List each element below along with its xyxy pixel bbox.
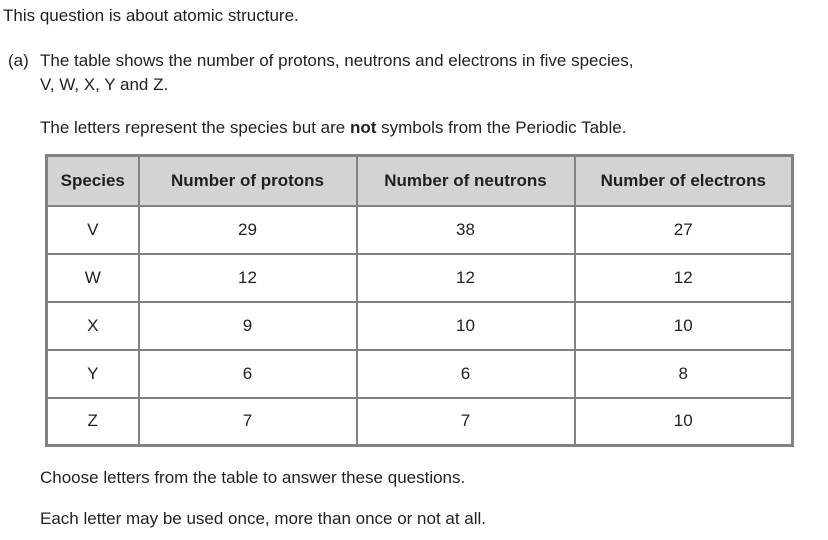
cell-protons: 29 — [139, 206, 357, 254]
cell-neutrons: 10 — [357, 302, 575, 350]
table-row-x — [47, 302, 793, 350]
table-header-row — [47, 156, 793, 206]
table-row-v — [47, 206, 793, 254]
cell-neutrons: 7 — [357, 398, 575, 446]
column-header-electrons: Number of electrons — [575, 156, 793, 206]
part-a-statement — [40, 49, 828, 97]
column-header-species: Species — [47, 156, 139, 206]
cell-electrons: 12 — [575, 254, 793, 302]
part-a — [8, 49, 828, 140]
part-a-statement-line1: The table shows the number of protons, neutrons and electrons in five species, — [40, 51, 634, 70]
cell-electrons: 27 — [575, 206, 793, 254]
cell-species: V — [47, 206, 139, 254]
cell-electrons: 10 — [575, 398, 793, 446]
part-a-note-bold-word: not — [349, 118, 377, 137]
closing-instruction-2: Each letter may be used once, more than once or not at all. — [40, 509, 487, 528]
column-header-protons: Number of protons — [139, 156, 357, 206]
table-row-y — [47, 350, 793, 398]
cell-species: X — [47, 302, 139, 350]
part-a-note — [40, 116, 828, 140]
part-a-note-prefix: The letters represent the species but are — [40, 118, 350, 137]
table-row-z — [47, 398, 793, 446]
cell-electrons: 10 — [575, 302, 793, 350]
cell-protons: 9 — [139, 302, 357, 350]
cell-species: W — [47, 254, 139, 302]
cell-species: Z — [47, 398, 139, 446]
part-a-note-suffix: symbols from the Periodic Table. — [376, 118, 627, 137]
column-header-neutrons: Number of neutrons — [357, 156, 575, 206]
part-a-body — [40, 49, 828, 140]
cell-neutrons: 6 — [357, 350, 575, 398]
exam-question-page — [0, 4, 828, 531]
cell-protons: 6 — [139, 350, 357, 398]
table-header — [47, 156, 793, 206]
question-intro: This question is about atomic structure. — [3, 6, 299, 25]
cell-neutrons: 38 — [357, 206, 575, 254]
table-row-w — [47, 254, 793, 302]
table-body — [47, 206, 793, 446]
cell-protons: 12 — [139, 254, 357, 302]
part-a-label: (a) — [8, 51, 29, 70]
cell-electrons: 8 — [575, 350, 793, 398]
part-a-statement-line2: V, W, X, Y and Z. — [40, 75, 169, 94]
species-data-table — [45, 154, 794, 447]
cell-species: Y — [47, 350, 139, 398]
closing-instruction-1: Choose letters from the table to answer these questions. — [40, 468, 466, 487]
cell-protons: 7 — [139, 398, 357, 446]
cell-neutrons: 12 — [357, 254, 575, 302]
